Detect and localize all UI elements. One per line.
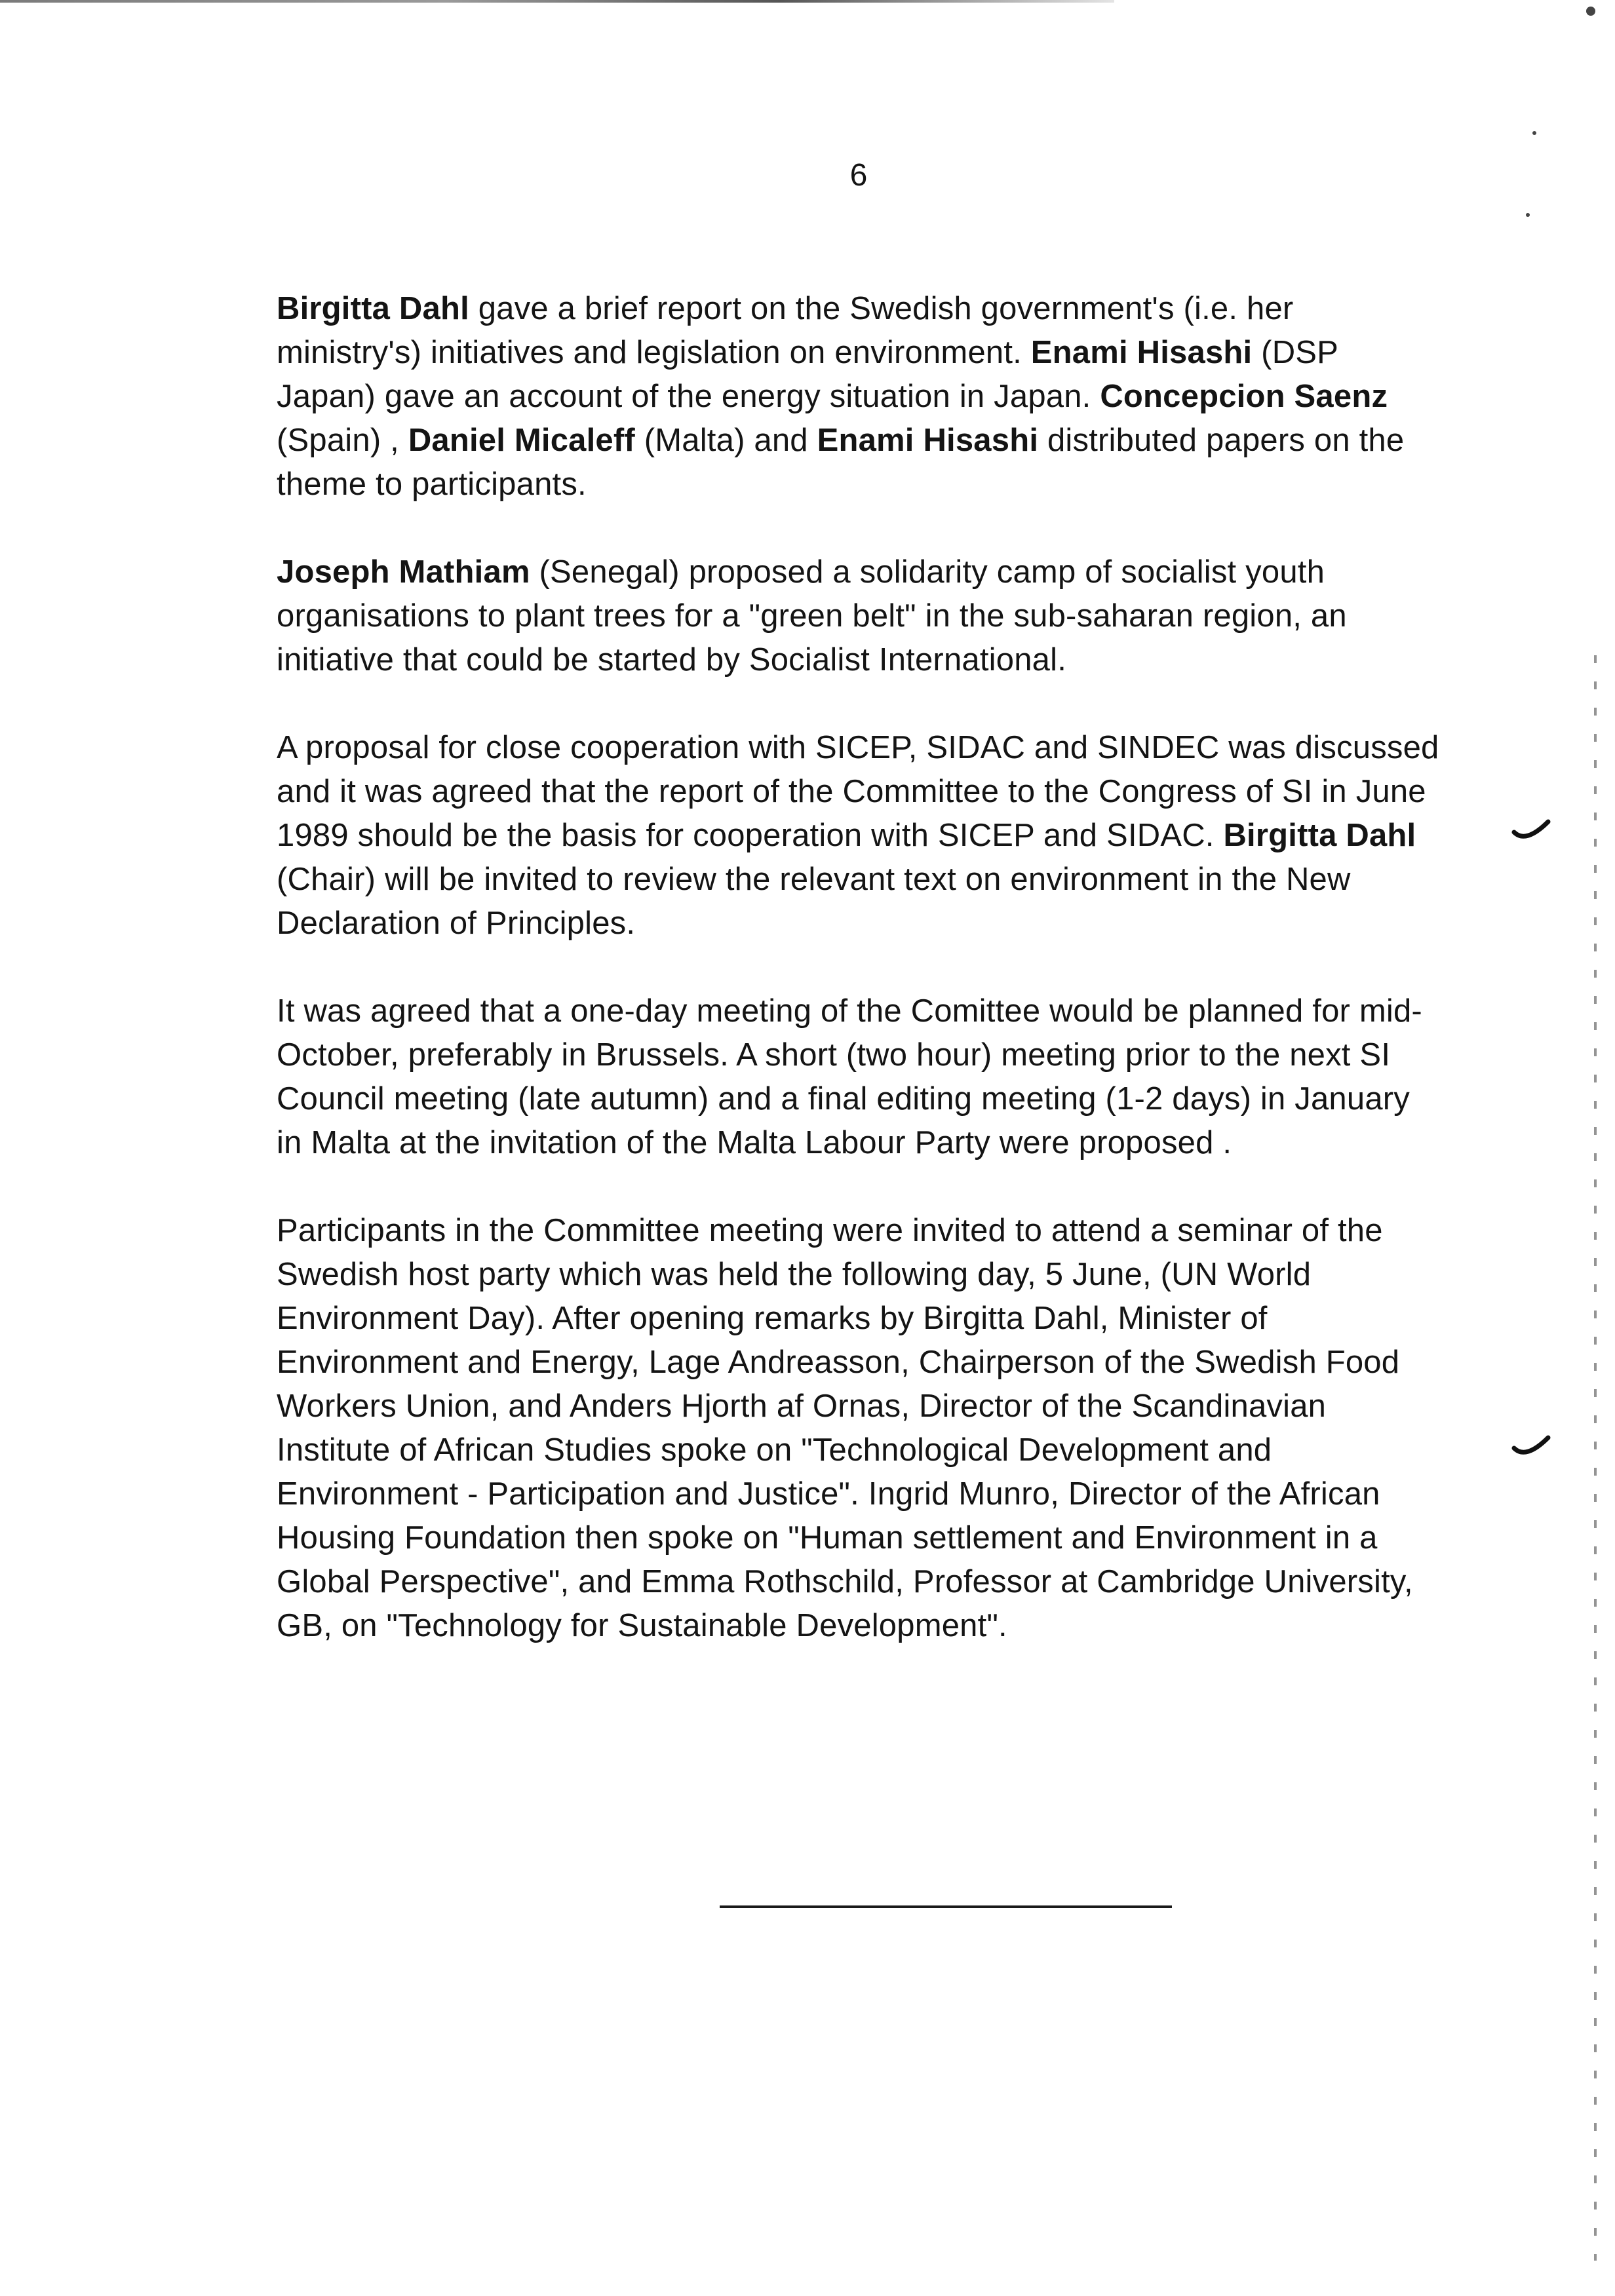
paragraph-solidarity-camp: [277, 550, 1443, 682]
person-name: Enami Hisashi: [817, 423, 1039, 458]
paragraph-text: (Malta) and: [634, 423, 817, 458]
scan-right-edge: [1594, 655, 1597, 2261]
check-mark-icon: [1511, 818, 1551, 844]
page-number: 6: [849, 158, 868, 193]
person-name: Enami Hisashi: [1030, 335, 1253, 370]
check-mark-icon: [1511, 1434, 1551, 1460]
person-name: Joseph Mathiam: [277, 554, 530, 590]
paragraph-seminar: [277, 1209, 1443, 1648]
person-name: Daniel Micaleff: [408, 423, 635, 458]
paragraph-text: It was agreed that a one-day meeting of the Comittee would be planned for mid-October, preferably in Brussels. A short (two hour) meeting prior to the next SI Council meeting (late autumn) and a final editing meeting (1-2 days) in January in Malta at the invitation of the Malta Labour Party were proposed .: [277, 993, 1422, 1160]
paragraph-text: distributed papers on the theme to participants.: [277, 423, 1405, 502]
scan-speck: [1526, 213, 1530, 217]
paragraph-text: (Senegal) proposed a solidarity camp of socialist youth organisations to plant trees for a "green belt" in the sub-saharan region, an initiative that could be started by Socialist International.: [277, 554, 1347, 678]
paragraph-meeting-plans: [277, 989, 1443, 1165]
paragraph-cooperation-proposal: [277, 726, 1443, 946]
person-name: Birgitta Dahl: [1223, 818, 1416, 853]
closing-rule: [720, 1905, 1172, 1908]
person-name: Birgitta Dahl: [277, 291, 469, 326]
scan-top-edge: [0, 0, 1114, 3]
paragraph-text: Participants in the Committee meeting were invited to attend a seminar of the Swedish host party which was held the following day, 5 June, (UN World Environment Day). After opening remarks by Birgitta Dahl, Minister of Environment and Energy, Lage Andreasson, Chairperson of the Swedish Food Workers Union, and Anders Hjorth af Ornas, Director of the Scandinavian Institute of African Studies spoke on "Technological Development and Environment - Participation and Justice". Ingrid Munro, Director of the African Housing Foundation then spoke on "Human settlement and Environment in a Global Perspective", and Emma Rothschild, Professor at Cambridge University, GB, on "Technology for Sustainable Development".: [277, 1213, 1413, 1643]
person-name: Concepcion Saenz: [1100, 379, 1388, 414]
paragraph-text: A proposal for close cooperation with SICEP, SIDAC and SINDEC was discussed and it was agreed that the report of the Committee to the Congress of SI in June 1989 should be the basis for cooperation with SICEP and SIDAC.: [277, 730, 1439, 853]
scan-speck: [1532, 131, 1536, 135]
paragraph-text: (DSP Japan) gave an account of the energy situation in Japan.: [277, 335, 1338, 414]
paragraph-text: (Spain) ,: [277, 423, 408, 458]
scan-speck: [1586, 7, 1595, 16]
paragraph-birgitta-report: [277, 287, 1443, 507]
document-body: [277, 287, 1443, 1692]
paragraph-text: (Chair) will be invited to review the relevant text on environment in the New Declaration of Principles.: [277, 862, 1351, 941]
paragraph-text: gave a brief report on the Swedish government's (i.e. her ministry's) initiatives and legislation on environment.: [277, 291, 1294, 370]
